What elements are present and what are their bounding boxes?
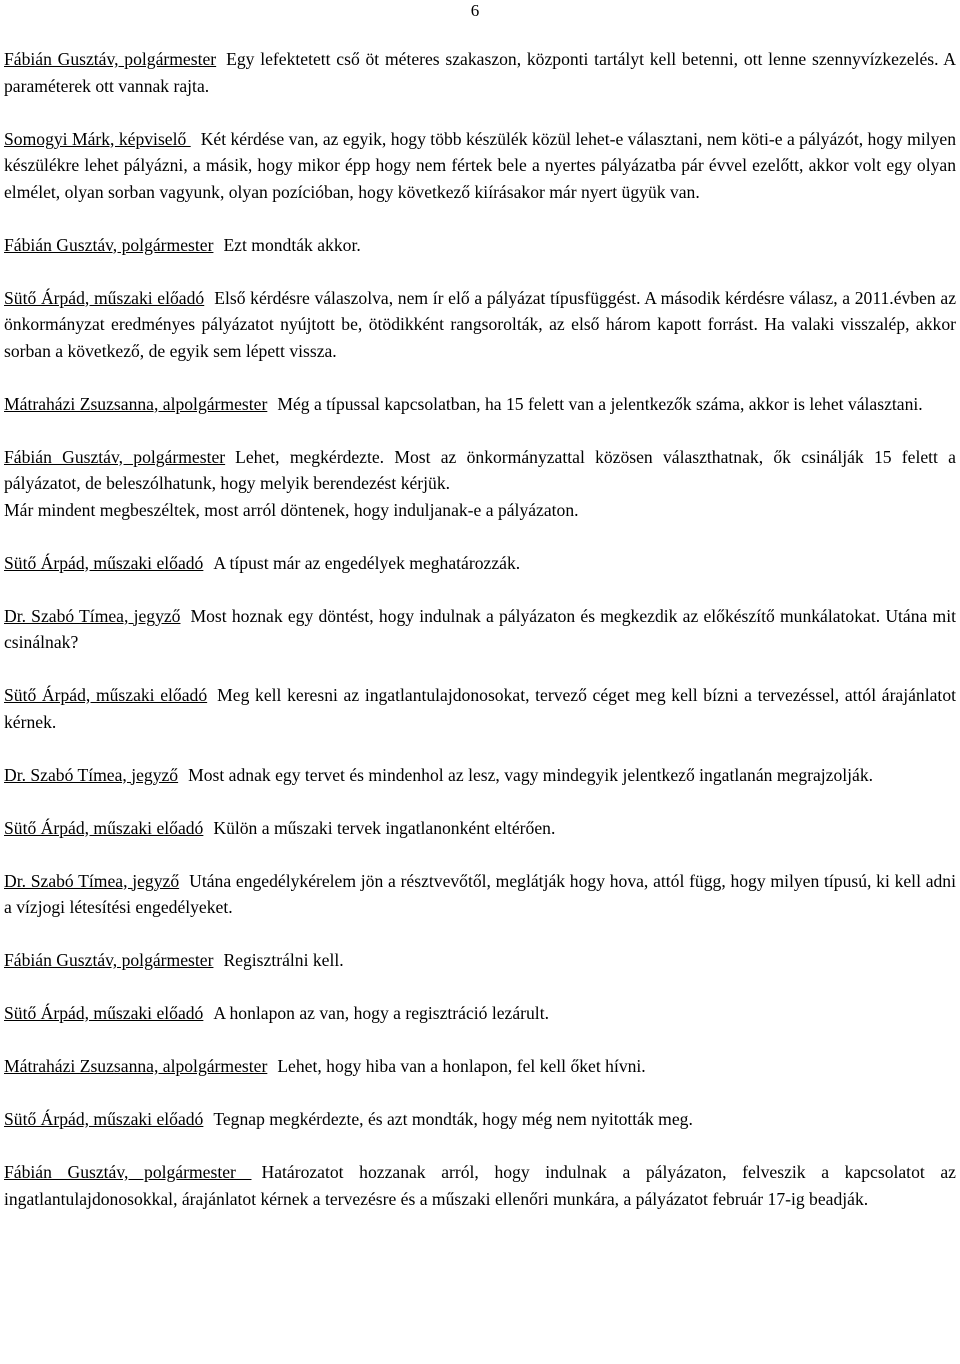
statement: Két kérdése van, az egyik, hogy több készülék közül lehet-e választani, nem köti-e a pályázót, hogy milyen készülékre lehet pályázni, a másik, hogy mikor épp hogy nem fértek bele a nyertes pályázatba pár évvel ezelőtt, akkor volt egy olyan elmélet, olyan sorban vagyunk, olyan pozícióban, hogy következő kiírásakor már nyert ügyük van. — [4, 128, 956, 202]
paragraph — [4, 444, 956, 524]
speaker-name: Sütő Árpád, műszaki előadó — [4, 287, 205, 308]
statement: Még a típussal kapcsolatban, ha 15 felett van a jelentkezők száma, akkor is lehet választani. — [277, 393, 923, 414]
speaker-name: Fábián Gusztáv, polgármester — [4, 950, 214, 970]
speaker-name: Somogyi Márk, képviselő — [4, 128, 191, 149]
paragraph — [4, 285, 956, 365]
paragraph — [4, 550, 956, 577]
statement: Külön a műszaki tervek ingatlanonként eltérően. — [213, 817, 556, 838]
paragraph — [4, 46, 956, 99]
statement: Határozatot hozzanak arról, hogy indulnak a pályázaton, felveszik a kapcsolatot az ingatlantulajdonosokkal, árajánlatot kérnek a tervezésre és a műszaki ellenőri munkára, a pályázatot február 17-ig beadják. — [4, 1162, 956, 1209]
paragraph — [4, 1159, 956, 1212]
paragraph — [4, 682, 956, 735]
statement: Utána engedélykérelem jön a résztvevőtől, meglátják hogy hova, attól függ, hogy milyen típusú, ki kell adni a vízjogi létesítési engedélyeket. — [4, 870, 956, 917]
speaker-name: Dr. Szabó Tímea, jegyző — [4, 605, 181, 626]
paragraph — [4, 232, 956, 259]
paragraph — [4, 1000, 956, 1027]
statement: Első kérdésre válaszolva, nem ír elő a pályázat típusfüggést. A második kérdésre válasz, a 2011.évben az önkormányzat eredményes pályázatot nyújtott be, ötödikként rangsorolták, az első három kapott forrást. Ha valaki visszalép, akkor sorban a következő, de egyik sem lépett vissza. — [4, 287, 956, 361]
speaker-name: Mátraházi Zsuzsanna, alpolgármester — [4, 1056, 268, 1076]
speaker-name: Fábián Gusztáv, polgármester — [4, 1162, 252, 1182]
paragraph — [4, 391, 956, 418]
statement: Most adnak egy tervet és mindenhol az lesz, vagy mindegyik jelentkező ingatlanán megrajzolják. — [188, 764, 874, 785]
speaker-name: Dr. Szabó Tímea, jegyző — [4, 764, 179, 785]
statement: Ezt mondták akkor. — [223, 234, 361, 255]
speaker-name: Sütő Árpád, műszaki előadó — [4, 685, 208, 705]
speaker-name: Sütő Árpád, műszaki előadó — [4, 1109, 204, 1129]
paragraph — [4, 815, 956, 842]
speaker-name: Fábián Gusztáv, polgármester — [4, 49, 217, 69]
statement: Egy lefektetett cső öt méteres szakaszon, központi tartályt kell betenni, ott lenne szennyvízkezelés. A paraméterek ott vannak rajta. — [4, 49, 956, 96]
statement: Regisztrálni kell. — [223, 950, 344, 970]
statement: Lehet, megkérdezte. Most az önkormányzattal közösen választhatnak, ők csinálják 15 felett a pályázatot, de beleszólhatunk, hogy melyik berendezést kérjük. — [4, 446, 956, 493]
speaker-name: Mátraházi Zsuzsanna, alpolgármester — [4, 393, 268, 414]
statement: A típust már az engedélyek meghatározzák. — [213, 552, 521, 573]
statement: Lehet, hogy hiba van a honlapon, fel kell őket hívni. — [277, 1056, 646, 1076]
minutes-body — [4, 46, 956, 1239]
speaker-name: Sütő Árpád, műszaki előadó — [4, 1003, 204, 1023]
paragraph — [4, 762, 956, 789]
speaker-name: Fábián Gusztáv, polgármester — [4, 446, 226, 467]
statement: Meg kell keresni az ingatlantulajdonosokat, tervező céget meg kell bízni a tervezéssel, attól árajánlatot kérnek. — [4, 685, 957, 732]
paragraph — [4, 1053, 956, 1080]
paragraph — [4, 947, 956, 974]
speaker-name: Sütő Árpád, műszaki előadó — [4, 817, 204, 838]
statement: Tegnap megkérdezte, és azt mondták, hogy még nem nyitották meg. — [213, 1109, 693, 1129]
paragraph — [4, 868, 956, 921]
speaker-name: Sütő Árpád, műszaki előadó — [4, 552, 204, 573]
statement-continued: Már mindent megbeszéltek, most arról döntenek, hogy induljanak-e a pályázaton. — [4, 499, 579, 520]
page-number: 6 — [470, 1, 480, 20]
paragraph — [4, 603, 956, 656]
statement: A honlapon az van, hogy a regisztráció lezárult. — [213, 1003, 549, 1023]
paragraph — [4, 126, 956, 206]
paragraph — [4, 1106, 956, 1133]
speaker-name: Dr. Szabó Tímea, jegyző — [4, 870, 180, 891]
statement: Most hoznak egy döntést, hogy indulnak a pályázaton és megkezdik az előkészítő munkálatokat. Utána mit csinálnak? — [4, 605, 956, 652]
speaker-name: Fábián Gusztáv, polgármester — [4, 234, 214, 255]
